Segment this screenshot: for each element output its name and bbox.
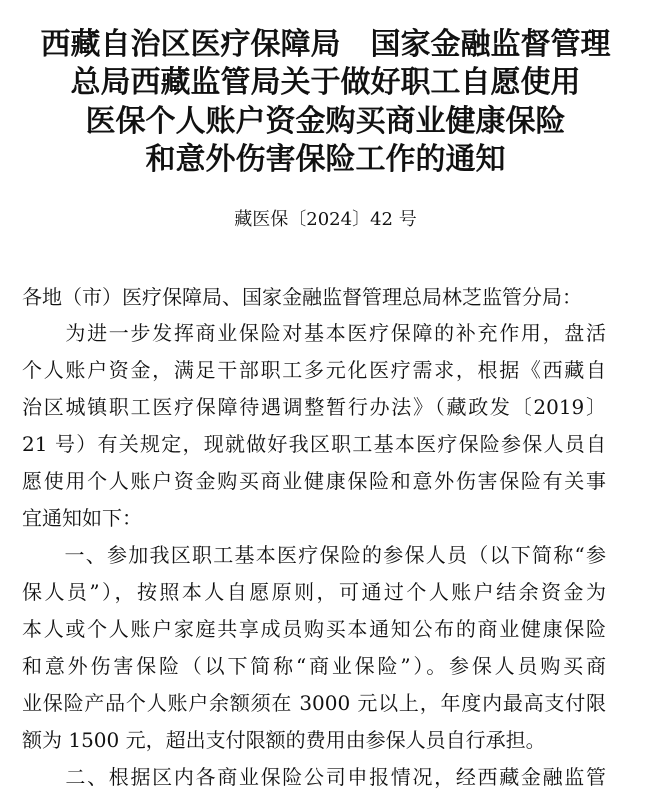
body-line: 个人账户资金，满足干部职工多元化医疗需求，根据《西藏自 [22,358,606,382]
document-number: 藏医保〔2024〕42 号 [234,209,417,230]
body-line: 各地（市）医疗保障局、国家金融监督管理总局林芝监管分局： [22,285,582,309]
title-line-2: 总局西藏监管局关于做好职工自愿使用 [70,65,581,100]
body-line: 为进一步发挥商业保险对基本医疗保障的补充作用，盘活 [22,321,606,345]
body-line: 治区城镇职工医疗保障待遇调整暂行办法》（藏政发〔2019〕 [22,395,606,419]
body-line: 业保险产品个人账户余额须在 3000 元以上，年度内最高支付限 [22,691,606,715]
title-line-3: 医保个人账户资金购买商业健康保险 [85,104,566,139]
body-line: 宜通知如下： [22,506,142,530]
body-line: 本人或个人账户家庭共享成员购买本通知公布的商业健康保险 [22,617,606,641]
body-line: 额为 1500 元，超出支付限额的费用由参保人员自行承担。 [22,728,546,752]
body-line: 一、参加我区职工基本医疗保险的参保人员（以下简称“参 [22,543,606,567]
title-line-4: 和意外伤害保险工作的通知 [145,142,506,177]
body-line: 愿使用个人账户资金购买商业健康保险和意外伤害保险有关事 [22,469,606,493]
body-line: 21 号）有关规定，现就做好我区职工基本医疗保险参保人员自 [22,432,606,456]
body-line: 保人员”），按照本人自愿原则，可通过个人账户结余资金为 [22,580,606,604]
body-line: 二、根据区内各商业保险公司申报情况，经西藏金融监管 [22,765,606,789]
title-line-1: 西藏自治区医疗保障局 国家金融监督管理 [40,27,611,62]
body-line: 和意外伤害保险（以下简称“商业保险”）。参保人员购买商 [22,654,606,678]
